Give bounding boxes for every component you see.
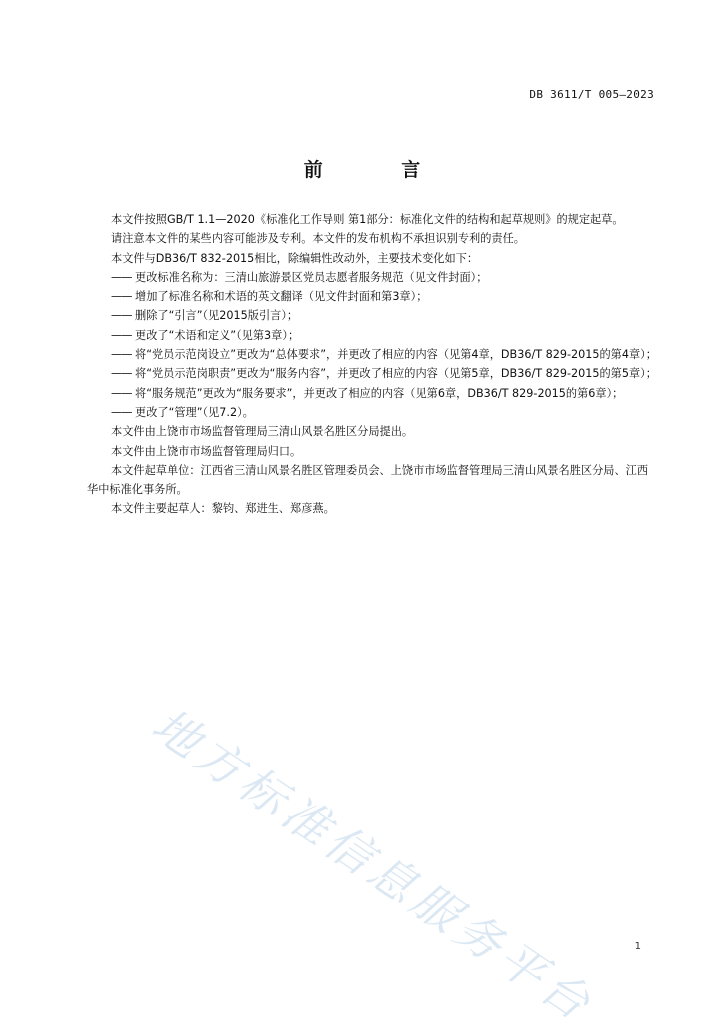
change-text: 将“党员示范岗设立”更改为“总体要求”，并更改了相应的内容（见第4章，DB36/T 829-2015的第4章）；	[135, 348, 657, 362]
dash-mark: ——	[111, 405, 132, 419]
change-text: 将“党员示范岗职责”更改为“服务内容”，并更改了相应的内容（见第5章，DB36/T 829-2015的第5章）；	[135, 367, 657, 381]
paragraph-patent: 请注意本文件的某些内容可能涉及专利。本文件的发布机构不承担识别专利的责任。	[111, 232, 525, 246]
paragraph-drafting-units: 本文件起草单位：江西省三清山风景名胜区管理委员会、上饶市市场监督管理局三清山风景名胜区分局、江西华中标准化事务所。	[87, 463, 649, 497]
list-item	[111, 345, 657, 364]
list-item	[111, 326, 657, 345]
change-text: 增加了标准名称和术语的英文翻译（见文件封面和第3章）；	[135, 290, 428, 304]
list-item	[111, 306, 657, 325]
watermark: 地方标准信息服务平台	[142, 697, 605, 1034]
paragraph-drafters: 本文件主要起草人：黎钧、郑进生、郑彦燕。	[111, 502, 335, 516]
list-item	[111, 268, 657, 287]
page-number: 1	[634, 941, 641, 952]
paragraph-administrator: 本文件由上饶市市场监督管理局归口。	[111, 444, 302, 458]
list-item	[111, 403, 657, 422]
dash-mark: ——	[111, 270, 132, 284]
change-text: 更改标准名称为：三清山旅游景区党员志愿者服务规范（见文件封面）；	[135, 270, 488, 284]
dash-mark: ——	[111, 367, 132, 381]
paragraph-proposer: 本文件由上饶市市场监督管理局三清山风景名胜区分局提出。	[111, 425, 414, 439]
change-text: 更改了“管理”（见7.2）。	[135, 405, 254, 419]
dash-mark: ——	[111, 309, 132, 323]
dash-mark: ——	[111, 328, 132, 342]
change-text: 将“服务规范”更改为“服务要求”，并更改了相应的内容（见第6章，DB36/T 829-2015的第6章）；	[135, 386, 624, 400]
list-item	[111, 384, 657, 403]
change-text: 删除了“引言”（见2015版引言）；	[135, 309, 299, 323]
changes-list	[87, 268, 657, 422]
document-body	[87, 210, 657, 519]
dash-mark: ——	[111, 386, 132, 400]
paragraph-drafting: 本文件按照GB/T 1.1—2020《标准化工作导则 第1部分：标准化文件的结构和起草规则》的规定起草。	[111, 213, 624, 226]
change-text: 更改了“术语和定义”（见第3章）；	[135, 328, 300, 342]
dash-mark: ——	[111, 348, 132, 362]
list-item	[111, 364, 657, 383]
dash-mark: ——	[111, 290, 132, 304]
page-title: 前 言	[303, 159, 457, 181]
document-id: DB 3611/T 005—2023	[529, 88, 654, 101]
paragraph-comparison: 本文件与DB36/T 832-2015相比，除编辑性改动外，主要技术变化如下：	[111, 251, 479, 265]
list-item	[111, 287, 657, 306]
